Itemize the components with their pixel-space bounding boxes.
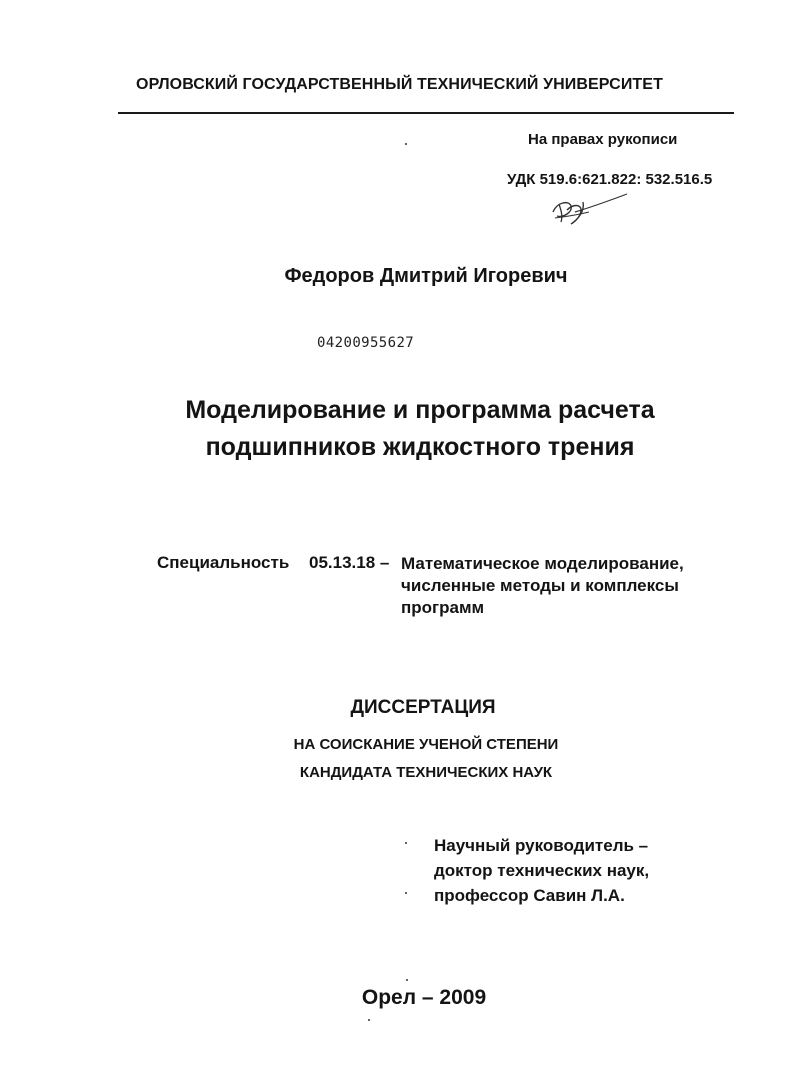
scan-speck — [405, 842, 407, 844]
degree-line-2: КАНДИДАТА ТЕХНИЧЕСКИХ НАУК — [299, 764, 553, 781]
degree-line-1: НА СОИСКАНИЕ УЧЕНОЙ СТЕПЕНИ — [293, 736, 559, 753]
title-line-2: подшипников жидкостного трения — [205, 433, 635, 461]
scan-speck — [405, 143, 407, 145]
supervisor-block — [434, 833, 649, 908]
scan-speck — [368, 1019, 370, 1021]
supervisor-line: доктор технических наук, — [434, 861, 650, 880]
supervisor-line: профессор Савин Л.А. — [434, 886, 625, 905]
header-rule — [118, 112, 734, 114]
work-type: ДИССЕРТАЦИЯ — [350, 697, 496, 718]
supervisor-line: Научный руководитель – — [434, 836, 649, 855]
university-name: ОРЛОВСКИЙ ГОСУДАРСТВЕННЫЙ ТЕХНИЧЕСКИЙ УНИВЕРСИТЕТ — [136, 76, 663, 93]
specialty-name-line: Математическое моделирование, — [401, 554, 684, 573]
degree-statement — [0, 731, 799, 787]
scan-speck — [405, 892, 407, 894]
scan-speck — [406, 979, 408, 981]
udk-code: УДК 519.6:621.822: 532.516.5 — [507, 171, 713, 188]
specialty-name-line: программ — [401, 598, 485, 617]
specialty-name-line: численные методы и комплексы — [401, 576, 679, 595]
specialty-label: Специальность — [157, 553, 290, 572]
specialty-name — [401, 553, 684, 619]
handwritten-signature — [545, 190, 635, 230]
catalog-number: 04200955627 — [317, 335, 415, 351]
manuscript-rights: На правах рукописи — [528, 131, 678, 148]
specialty-code: 05.13.18 – — [309, 553, 390, 572]
dissertation-title — [0, 392, 799, 466]
title-line-1: Моделирование и программа расчета — [185, 396, 655, 424]
author-name: Федоров Дмитрий Игоревич — [284, 265, 568, 287]
city-year: Орел – 2009 — [361, 986, 487, 1009]
